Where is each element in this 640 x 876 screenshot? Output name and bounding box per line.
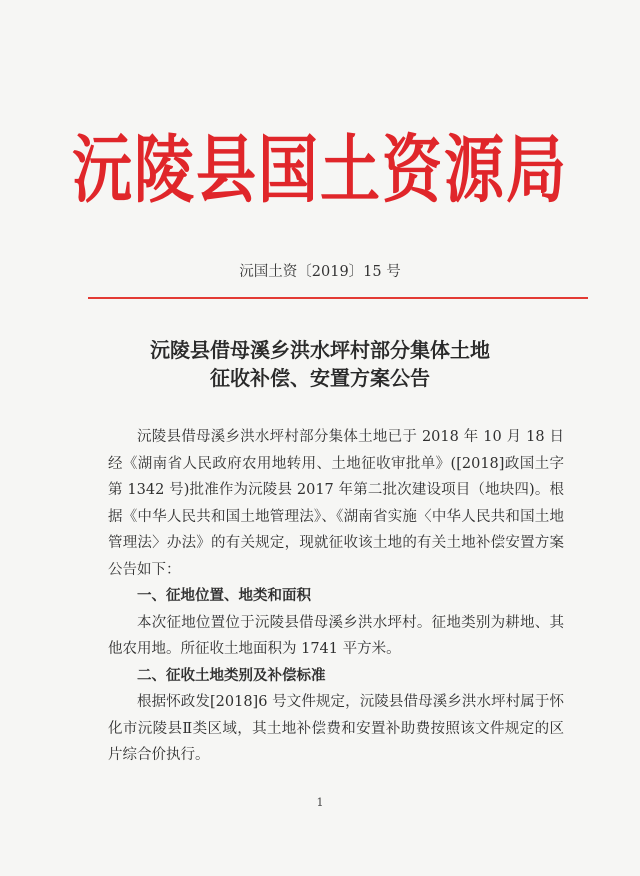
document-number: 沅国土资〔2019〕15 号 bbox=[239, 264, 401, 280]
red-divider-line bbox=[88, 297, 588, 299]
title-line-1: 沅陵县借母溪乡洪水坪村部分集体土地 bbox=[150, 338, 490, 362]
issuing-authority-masthead: 沅陵县国土资源局 bbox=[72, 127, 568, 214]
page-number: 1 bbox=[316, 796, 324, 809]
section-2-paragraph: 根据怀政发[2018]6 号文件规定，沅陵县借母溪乡洪水坪村属于怀化市沅陵县Ⅱ类区域，其土地补偿费和安置补助费按照该文件规定的区片综合价执行。 bbox=[108, 694, 564, 763]
document-body bbox=[108, 424, 564, 769]
document-title bbox=[0, 336, 640, 392]
section-1-paragraph: 本次征地位置位于沅陵县借母溪乡洪水坪村。征地类别为耕地、其他农用地。所征收土地面积为 1741 平方米。 bbox=[108, 614, 564, 657]
section-2-heading: 二、征收土地类别及补偿标准 bbox=[137, 667, 326, 684]
intro-paragraph: 沅陵县借母溪乡洪水坪村部分集体土地已于 2018 年 10 月 18 日经《湖南省人民政府农用地转用、土地征收审批单》([2018]政国土字第 1342 号)批准作为沅陵县 2017 年第二批次建设项目（地块四)。根据《中华人民共和国土地管理法》、《湖南省实施〈中华人民共和国土地管理法〉办法》的有关规定，现就征收该土地的有关土地补偿安置方案公告如下： bbox=[108, 429, 564, 578]
title-line-2: 征收补偿、安置方案公告 bbox=[210, 366, 430, 390]
section-1-heading: 一、征地位置、地类和面积 bbox=[137, 588, 311, 604]
